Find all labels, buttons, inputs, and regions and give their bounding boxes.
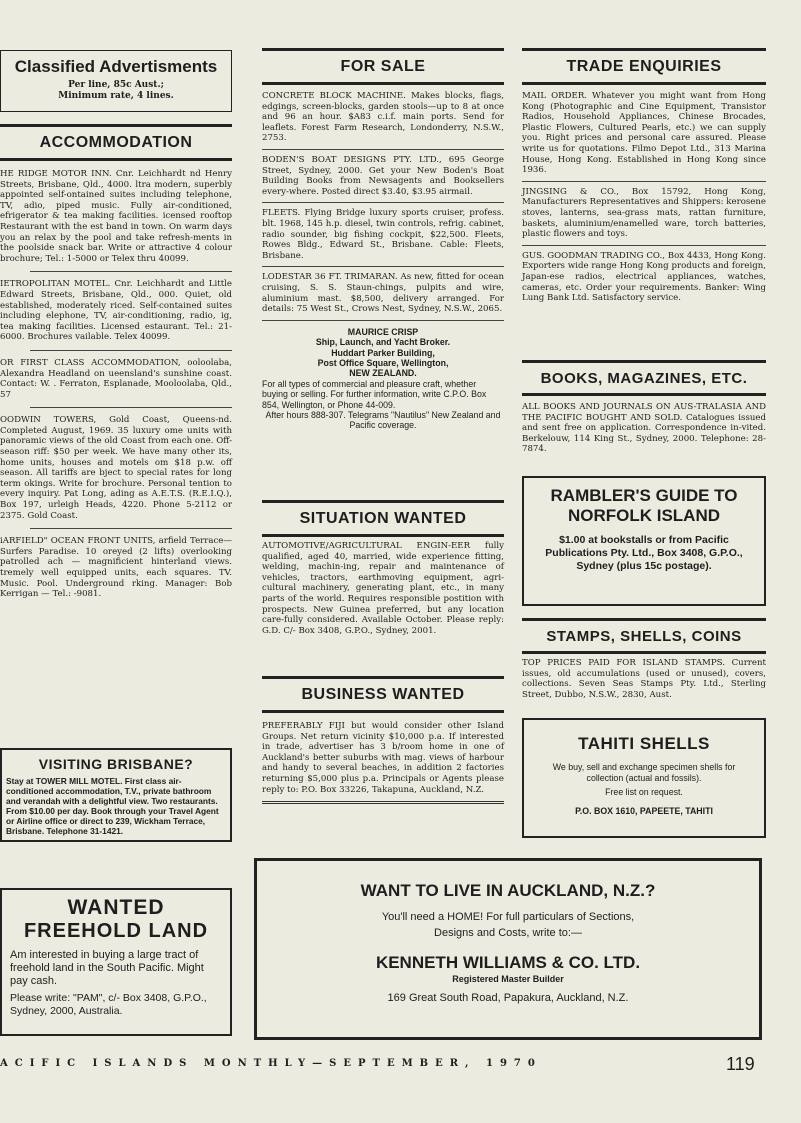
wanted-land-title1: WANTED (67, 896, 165, 919)
page-footer (0, 1054, 801, 1088)
classified-rate-line1: Per line, 85c Aust.; (68, 80, 164, 90)
classified-rate-line2: Minimum rate, 4 lines. (58, 91, 174, 101)
for-sale-heading: FOR SALE (340, 58, 426, 75)
rambler-body: $1.00 at bookstalls or from Pacific Publications Pty. Ltd., Box 3408, G.P.O., Sydney (plus 15c postage). (545, 534, 743, 572)
for-sale-item: FLEETS. Flying Bridge luxury sports cruiser, profess. blt. 1968, 145 h.p. diesel, twin controls, refrig. cabinet, radio sounder, big fishing cockpit, $22,500. Fleets, Rowes Bldg., Edward St., Brisbane. Cable: Fleets, Brisbane. (262, 208, 504, 261)
auckland-sub: Registered Master Builder (452, 974, 564, 984)
stamps-body: TOP PRICES PAID FOR ISLAND STAMPS. Current issues, old accumulations (used or unused), covers, collections. Seven Seas Stamps Pty. Ltd., Sterling Street, Dubbo, N.S.W., 2830, Aust. (522, 658, 766, 700)
rambler-ad (522, 476, 766, 606)
for-sale-item: BODEN'S BOAT DESIGNS PTY. LTD., 695 George Street, Sydney, 2000. Get your New Boden's Boat Building Books from Newsagents and Booksellers every-where. Posted direct $3.40, $3.95 airmail. (262, 154, 504, 197)
auckland-ad (254, 858, 762, 1040)
wanted-land-contact: Please write: "PAM", c/- Box 3408, G.P.O., Sydney, 2000, Australia. (10, 992, 207, 1017)
tahiti-free: Free list on request. (605, 787, 683, 797)
business-body: PREFERABLY FIJI but would consider other Island Groups. Net return vicinity $10,000 p.a. If interested in trade, advertiser has 3 b/room home in one of Auckland's better suburbs with mag. views of harbour and handy to several beaches, in addition 2 factories returning $5,000 plus p.a. Principals or Agents please reply to: P.O. Box 33226, Takapuna, Auckland, N.Z. (262, 721, 504, 795)
page-number: 119 (726, 1054, 755, 1074)
visiting-brisbane-ad (0, 748, 232, 842)
trade-item: GUS. GOODMAN TRADING CO., Box 4433, Hong Kong. Exporters wide range Hong Kong products and foreign, Japan-ese radios, electrical appliances, watches, cameras, etc. Order your requirements. Banker: Wing Lung Bank Ltd. Satisfactory service. (522, 250, 766, 304)
crisp-line2: Ship, Launch, and Yacht Broker. (315, 337, 451, 348)
wanted-land-title2: FREEHOLD LAND (23, 920, 209, 942)
situation-body: AUTOMOTIVE/AGRICULTURAL ENGIN-EER fully qualified, aged 40, married, wide experience fitting, welding, machin-ing, repair and maintenance of vehicles, tractors, earthmoving equipment, agri-cultural machinery, generating plant, etc., in many parts of the world. Requires responsible postition with prospects. New Guinea preferred, but any location care-fully considered. Available October. Please reply: G.D. C/- Box 3408, G.P.O., Sydney, 2001. (262, 541, 504, 636)
trade-item: MAIL ORDER. Whatever you might want from Hong Kong (Photographic and Cine Equipment, Transistor Radios, Household Appliances, Chinese Brocades, Plastic Flowers, Cultured Pearls, etc.) we can supply you. Right prices and personal care assured. Please write us for quotations. Filmo Depot Ltd., 313 Marina House, Hong Kong. Established in Hong Kong since 1936. (522, 91, 766, 176)
footer-masthead: ACIFIC ISLANDS MONTHLY—SEPTEMBER, 1970 (0, 1058, 542, 1069)
trade-item: JINGSING & CO., Box 15792, Hong Kong, Manufacturers Representatives and Shippers: kerosene stoves, lanterns, sea-grass mats, rattan furniture, baskets, aluminium/enamelled ware, torch batteries, plastic flowers and toys. (522, 186, 766, 240)
accommodation-item: OR FIRST CLASS ACCOMMODATION, ooloolaba, Alexandra Headland on ueensland's sunshine coast. Contact: W. . Ferraton, Esplanade, Mooloolaba, Qld., 57 (0, 357, 232, 400)
rambler-title2: NORFOLK ISLAND (567, 506, 721, 525)
tahiti-ad (522, 718, 766, 838)
crisp-after: After hours 888-307. Telegrams "Nautilus" New Zealand and Pacific coverage. (265, 409, 501, 431)
trade-heading: TRADE ENQUIRIES (566, 58, 722, 75)
tahiti-address: P.O. BOX 1610, PAPEETE, TAHITI (575, 806, 713, 816)
tahiti-body: We buy, sell and exchange specimen shells for collection (actual and fossils). (552, 762, 736, 783)
business-heading: BUSINESS WANTED (301, 686, 465, 703)
books-body: ALL BOOKS AND JOURNALS ON AUS-TRALASIA AND THE PACIFIC BOUGHT AND SOLD. Catalogues issued and sent free on application. Correspondence in-vited. Berkelouw, 114 King St., Sydney, 2000. Telephone: 28-7874. (522, 402, 766, 455)
visiting-title: VISITING BRISBANE? (38, 756, 194, 772)
for-sale-item: CONCRETE BLOCK MACHINE. Makes blocks, flags, edgings, screen-blocks, garden stools—up to 8 at once and 96 an hour. $A83 c.i.f. main ports. Send for leaflets. Forest Farm Research, Londonderry, N.S.W., 2753. (262, 91, 504, 144)
accommodation-item: iARFIELD" OCEAN FRONT UNITS, arfield Terrace—Surfers Paradise. 10 oreyed (2 lifts) overlooking patrolled ach — magnificient hinterland views. tremely well equipped units, each squares. TV. Music. Pool. Underground rking. Manager: Bob Kerrigan — Tel.: -9081. (0, 536, 232, 600)
auckland-address: 169 Great South Road, Papakura, Auckland, N.Z. (387, 992, 629, 1004)
for-sale-item: LODESTAR 36 FT. TRIMARAN. As new, fitted for ocean cruising, S. S. Staun-chings, pulpits and wire, aluminium mast. $8,500, delivery arranged. For details: 75 West St., Crows Nest, Sydney, N.S.W., 2065. (262, 272, 504, 315)
wanted-land-ad (0, 888, 232, 1036)
auckland-body2: Designs and Costs, write to:— (434, 927, 582, 939)
classified-header-box (0, 50, 232, 112)
accommodation-item: IETROPOLITAN MOTEL. Cnr. Leichhardt and Little Edward Streets, Brisbane, Qld., 000. Quiet, old established, moderately riced. Self-contained suites including elephone, TV, air-conditioning, radio, ig, tea making facilities. Licensed estaurant. Tel.: 21-6000. Brochures vailable. Telex 40099. (0, 279, 232, 343)
crisp-body: For all types of commercial and pleasure craft, whether buying or selling. For further information, write C.P.O. Box 854, Wellington, or Phone 44-009. (262, 378, 487, 410)
accommodation-item: HE RIDGE MOTOR INN. Cnr. Leichhardt nd Henry Streets, Brisbane, Qld., 4000. ltra modern, superbly appointed self-ontained suites including telephone, TV, adio, piped music. Fully air-conditioned, efrigerator & tea making facilities. icensed rooftop Restaurant with the est band in town. On warm days you an relax by the pool and take refresh-ments in the poolside snack bar. Write or attractive 4 colour brochure; Tel.: 1-5000 or Telex thru 40099. (0, 169, 232, 264)
accommodation-heading: ACCOMMODATION (39, 134, 193, 151)
situation-heading: SITUATION WANTED (299, 510, 467, 527)
crisp-line4: Post Office Square, Wellington, (317, 357, 449, 368)
visiting-body: Stay at TOWER MILL MOTEL. First class air-conditioned accommodation, T.V., private bathroom and verandah with a delightful view. Two restaurants. From $10.00 per day. Book through your Travel Agent or Airline office or direct to 239, Wickham Terrace, Brisbane. Telephone 31-1421. (6, 776, 219, 836)
books-heading: BOOKS, MAGAZINES, ETC. (540, 370, 748, 387)
wanted-land-body: Am interested in buying a large tract of freehold land in the South Pacific. Might pay cash. (10, 949, 204, 987)
auckland-company: KENNETH WILLIAMS & CO. LTD. (375, 953, 641, 972)
crisp-line5: NEW ZEALAND. (349, 368, 417, 379)
rambler-title1: RAMBLER'S GUIDE TO (550, 486, 738, 505)
auckland-body1: You'll need a HOME! For full particulars of Sections, (381, 911, 635, 923)
crisp-name: MAURICE CRISP (347, 326, 419, 337)
classified-title: Classified Advertisments (14, 57, 218, 76)
accommodation-item: OODWIN TOWERS, Gold Coast, Queens-nd. Completed August, 1969. 35 luxury ome units with panoramic views of the old Coast from each one. Off-season riff: $50 per week. We have many other its, home units, houses and motels om $18 p.w. off season. All tariffs are bject to special rates for long term okings. Write for brochure. Personal tention to every inquiry. Pat Long, ading as A.E.T.S. (R.E.I.Q.), Box 197, urleigh Heads, 4220. Phone 5-2112 or 2375. Gold Coast. (0, 415, 232, 521)
auckland-title: WANT TO LIVE IN AUCKLAND, N.Z.? (360, 881, 656, 900)
stamps-heading: STAMPS, SHELLS, COINS (546, 628, 742, 645)
tahiti-title: TAHITI SHELLS (578, 734, 710, 753)
crisp-line3: Huddart Parker Building, (331, 347, 435, 358)
crisp-ad-header (262, 327, 504, 379)
